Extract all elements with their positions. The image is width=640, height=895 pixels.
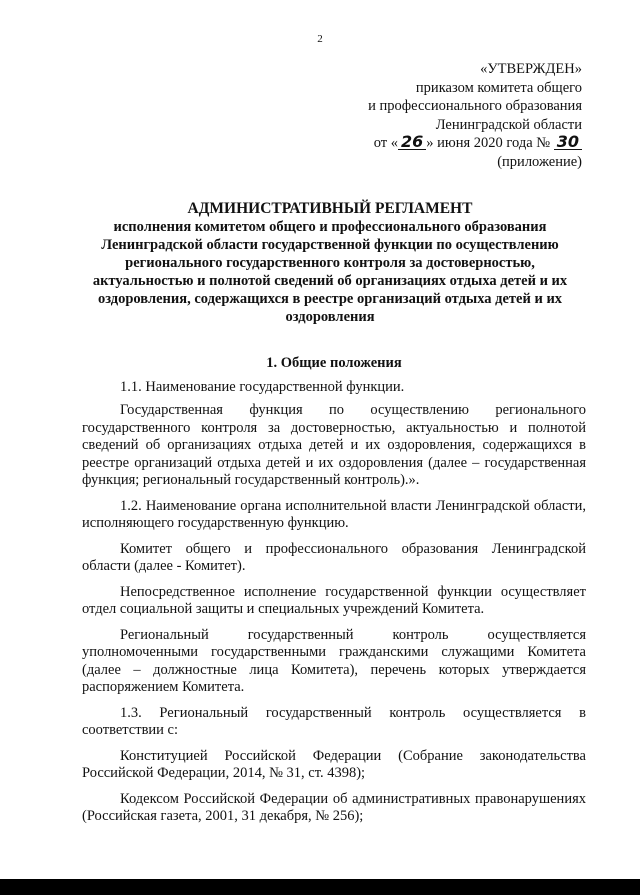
document-title-subtitle: исполнения комитетом общего и профессионального образования Ленинградской области государственной функции по осуществлению регионального государственного контроля за достоверностью, актуальностью и полнотой сведений об организациях отдыха детей и их оздоровления, содержащихся в реестре организаций отдыха детей и их оздоровления: [92, 219, 568, 325]
paragraph: Непосредственное исполнение государственной функции осуществляет отдел социальной защиты и специальных учреждений Комитета.: [82, 583, 586, 617]
approval-order-line: приказом комитета общего: [415, 79, 582, 96]
approval-title: «УТВЕРЖДЕН»: [480, 61, 582, 77]
approval-stamp: [368, 60, 582, 171]
date-middle: » июня 2020 года №: [426, 135, 551, 151]
page-number: 2: [317, 33, 323, 45]
paragraph: Конституцией Российской Федерации (Собрание законодательства Российской Федерации, 2014, № 31, ст. 4398);: [82, 747, 586, 781]
document-title-main: АДМИНИСТРАТИВНЫЙ РЕГЛАМЕНТ: [187, 200, 473, 217]
document-title: [82, 200, 578, 326]
paragraph: 1.2. Наименование органа исполнительной власти Ленинградской области, исполняющего государственную функцию.: [82, 497, 586, 531]
approval-committee-line: и профессионального образования: [368, 98, 582, 114]
document-body: [82, 355, 586, 834]
paragraph: 1.1. Наименование государственной функции.: [120, 378, 405, 395]
date-prefix: от «: [373, 135, 398, 151]
scan-edge-bar: [0, 879, 640, 895]
paragraph: Государственная функция по осуществлению регионального государственного контроля за достоверностью, актуальностью и полнотой сведений об организациях отдыха детей и их оздоровления, содержащихся в реестре организаций отдыха детей и их оздоровления (далее – государственная функция; региональный государственный контроль).».: [82, 402, 586, 488]
paragraph: 1.3. Региональный государственный контроль осуществляется в соответствии с:: [82, 704, 586, 738]
approval-region-line: Ленинградской области: [435, 116, 582, 133]
paragraph: Кодексом Российской Федерации об административных правонарушениях (Российская газета, 2001, 31 декабря, № 256);: [82, 790, 586, 824]
paragraph: Региональный государственный контроль осуществляется уполномоченными государственными гражданскими служащими Комитета (далее – должностные лица Комитета), перечень которых утверждается распоряжением Комитета.: [82, 626, 586, 695]
handwritten-order-number: 30: [554, 135, 582, 150]
approval-appendix-line: (приложение): [497, 153, 582, 170]
handwritten-day: 26: [398, 135, 426, 150]
section-heading: 1. Общие положения: [266, 355, 402, 371]
paragraph: Комитет общего и профессионального образования Ленинградской области (далее - Комитет).: [82, 540, 586, 574]
approval-date-line: [368, 134, 582, 153]
